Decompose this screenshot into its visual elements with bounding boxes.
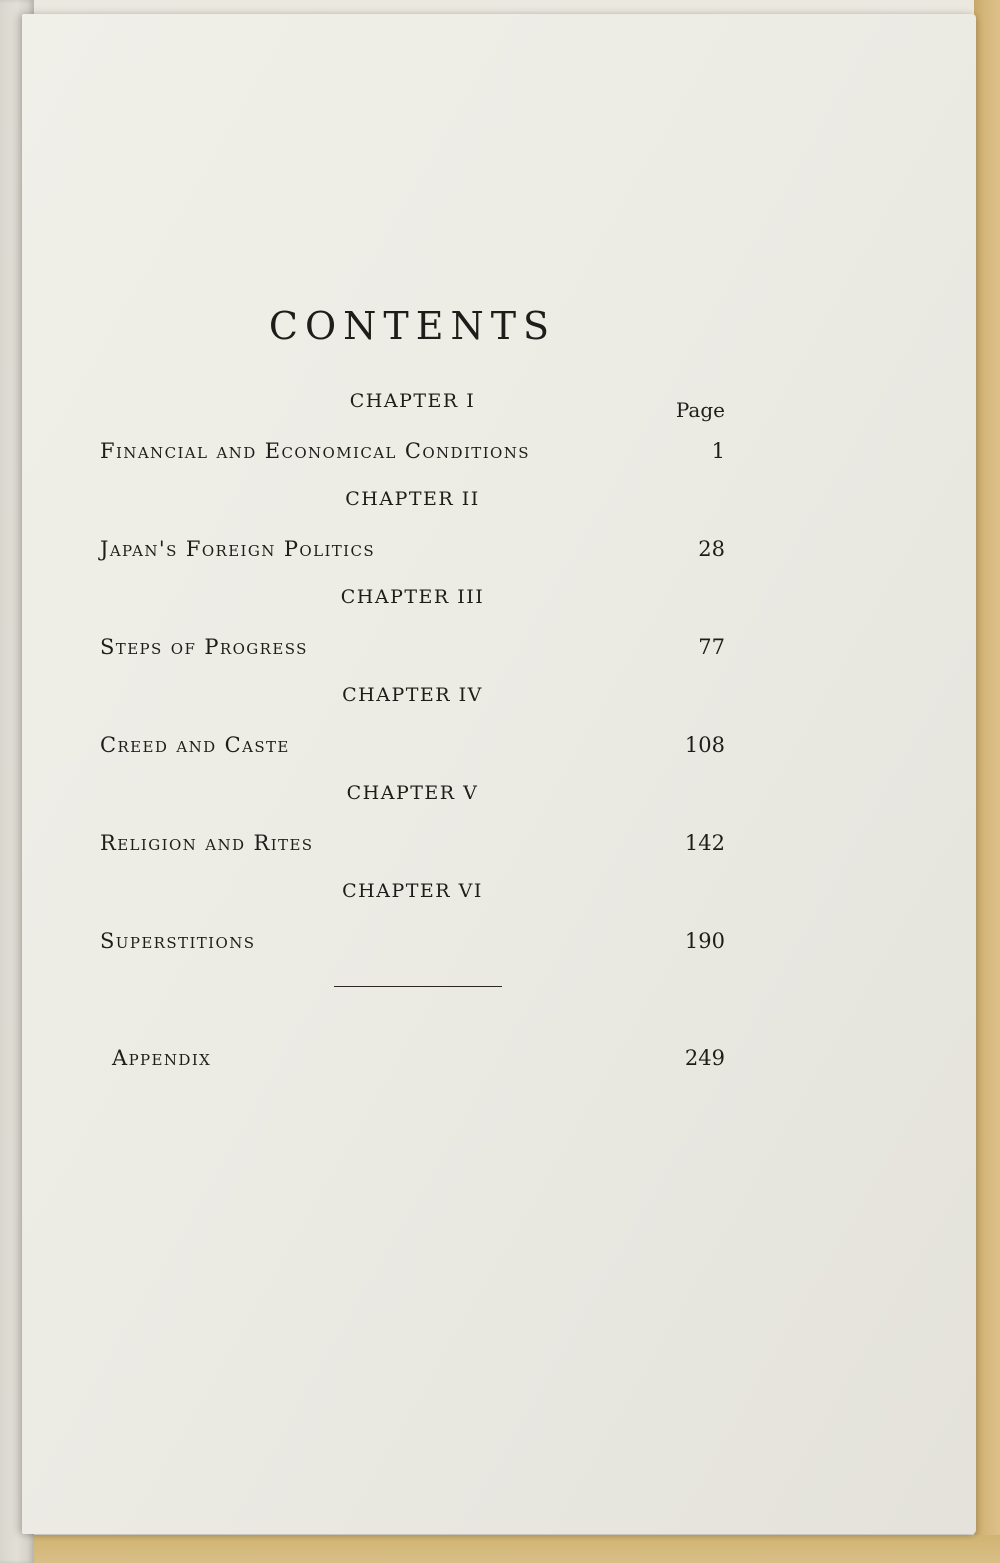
toc-entry-page: 190 — [684, 929, 725, 953]
toc-entry-page: 1 — [711, 439, 725, 463]
chapter-block-6 — [100, 874, 725, 953]
toc-entry-title: Appendix — [112, 1046, 212, 1070]
toc-entry[interactable] — [100, 810, 725, 855]
dot-leaders — [221, 1031, 673, 1071]
toc-entry[interactable] — [100, 908, 725, 953]
chapter-block-2 — [100, 482, 725, 561]
toc-entry[interactable] — [100, 712, 725, 757]
toc-entry-title: Steps of Progress — [100, 635, 308, 659]
chapter-block-1 — [100, 384, 725, 463]
chapter-heading: CHAPTER III — [340, 586, 485, 608]
page-edge-right — [974, 0, 1000, 1563]
toc-entry-page: 249 — [684, 1046, 725, 1070]
toc-entry-title: Japan's Foreign Politics — [100, 537, 376, 561]
dot-leaders — [318, 620, 673, 660]
chapter-block-3 — [100, 580, 725, 659]
toc-entry-page: 108 — [684, 733, 725, 757]
page-title: CONTENTS — [268, 304, 557, 348]
chapter-heading: CHAPTER VI — [342, 880, 483, 902]
toc-entry-title: Superstitions — [100, 929, 256, 953]
dot-leaders — [265, 914, 673, 954]
dot-leaders — [300, 718, 673, 758]
dot-leaders — [540, 424, 673, 464]
toc-entry[interactable] — [100, 614, 725, 659]
chapter-heading: CHAPTER IV — [342, 684, 483, 706]
table-of-contents — [100, 304, 725, 1089]
book-page — [22, 14, 976, 1534]
page-column-label: Page — [675, 398, 725, 422]
chapter-block-5 — [100, 776, 725, 855]
toc-entry-appendix[interactable] — [112, 1025, 725, 1070]
chapter-heading: CHAPTER II — [345, 488, 480, 510]
toc-entry-title: Creed and Caste — [100, 733, 290, 757]
toc-entry-page: 142 — [684, 831, 725, 855]
page-edge-bottom — [34, 1535, 1000, 1563]
toc-entry-page: 77 — [698, 635, 725, 659]
dot-leaders — [323, 816, 672, 856]
dot-leaders — [385, 522, 673, 562]
toc-entry-title: Financial and Economical Conditions — [100, 439, 530, 463]
horizontal-rule — [334, 986, 502, 987]
toc-entry[interactable] — [100, 516, 725, 561]
section-divider — [100, 972, 725, 991]
chapter-heading: CHAPTER I — [349, 390, 476, 412]
toc-entry[interactable] — [100, 418, 725, 463]
chapter-heading: CHAPTER V — [346, 782, 479, 804]
toc-entry-page: 28 — [698, 537, 725, 561]
toc-entry-title: Religion and Rites — [100, 831, 314, 855]
chapter-block-4 — [100, 678, 725, 757]
